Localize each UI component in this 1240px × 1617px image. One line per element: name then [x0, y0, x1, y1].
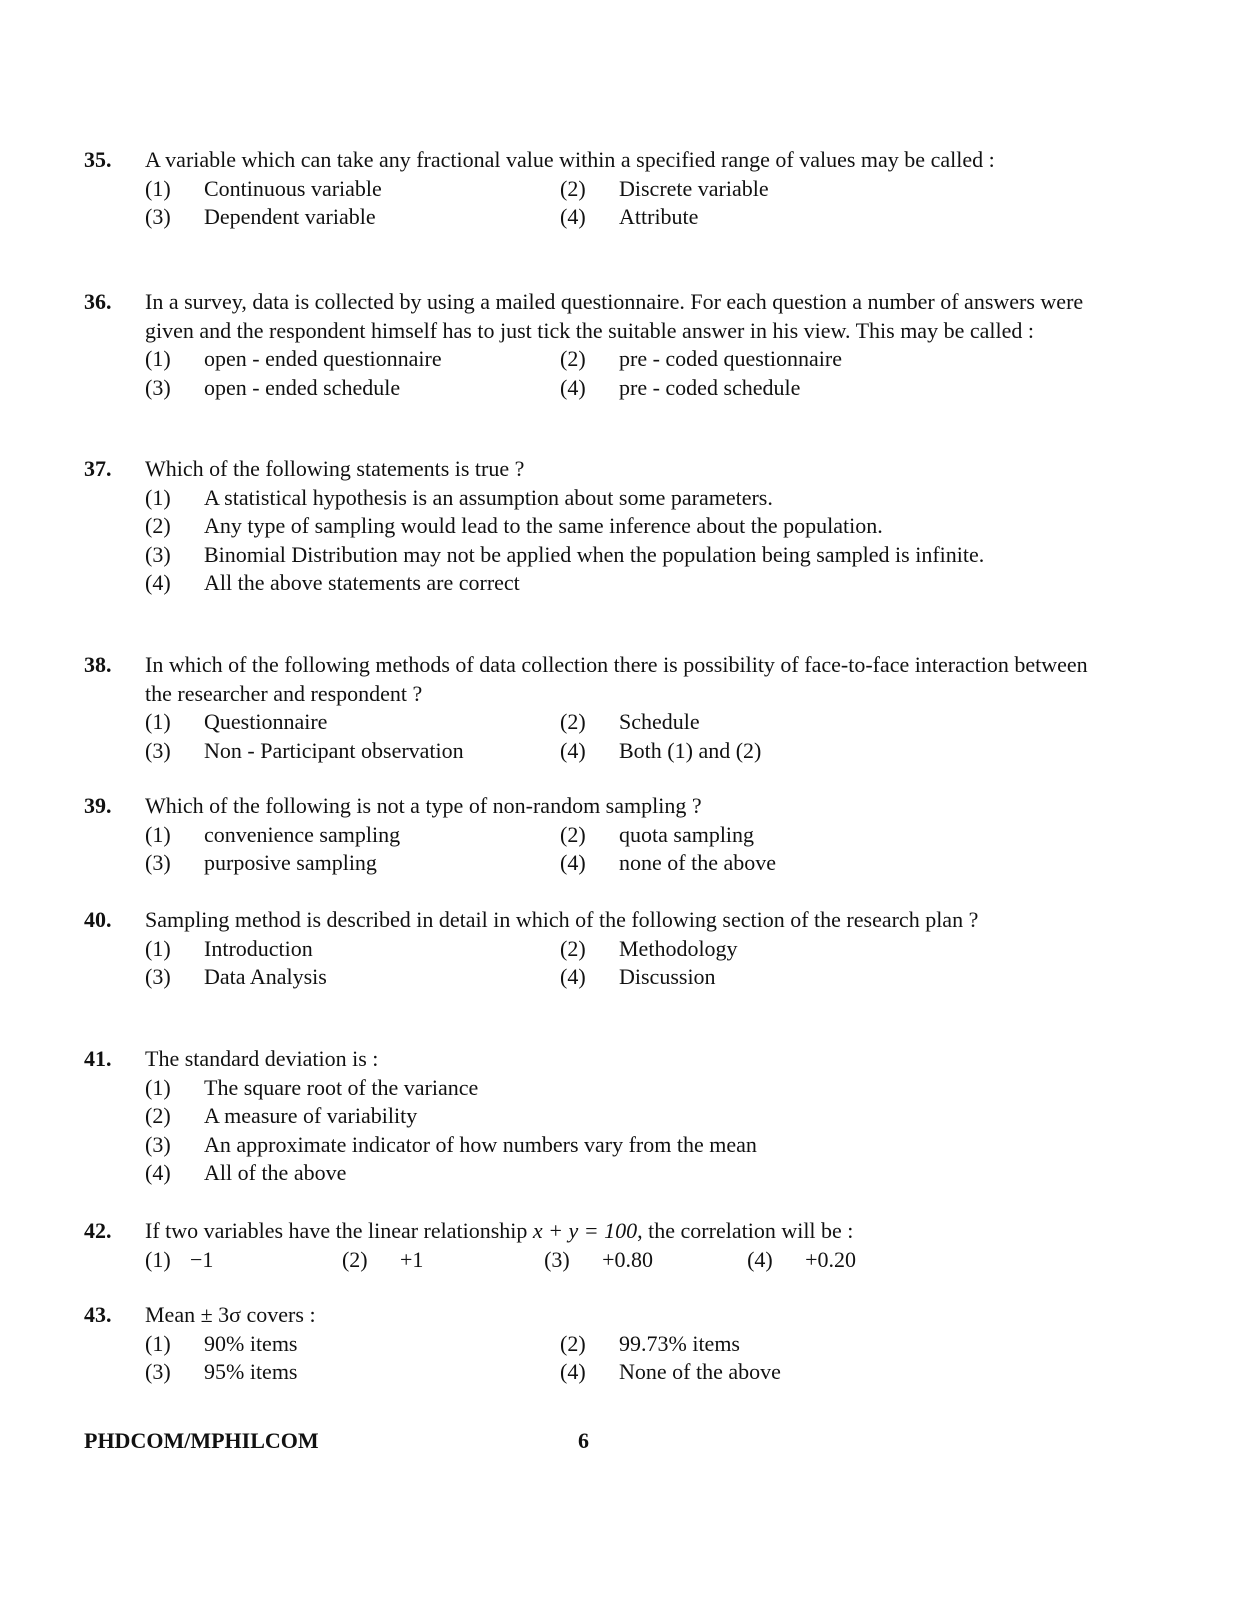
- option-4: (4) none of the above: [560, 850, 776, 875]
- option-1: (1) Questionnaire: [145, 709, 328, 734]
- paper-code: PHDCOM/MPHILCOM: [84, 1428, 319, 1453]
- question-35: [84, 146, 1104, 232]
- question-number: 36.: [84, 289, 112, 314]
- question-number: 42.: [84, 1218, 112, 1243]
- question-number: 37.: [84, 456, 112, 481]
- option-2: (2) quota sampling: [560, 821, 755, 847]
- option-2: (2) A measure of variability: [145, 1103, 418, 1128]
- options: [145, 175, 1104, 232]
- question-43: [84, 1301, 1104, 1387]
- option-3: (3) 95% items: [145, 1359, 298, 1384]
- option-3: (3) An approximate indicator of how numbers vary from the mean: [145, 1131, 757, 1157]
- option-3: (3) open - ended schedule: [145, 374, 401, 400]
- page-number: 6: [578, 1428, 589, 1453]
- options: [145, 484, 1104, 598]
- option-4: (4) All the above statements are correct: [145, 570, 520, 595]
- question-stem: In which of the following methods of data collection there is possibility of face-to-face interaction between the researcher and respondent ?: [145, 652, 1088, 706]
- option-1: (1) open - ended questionnaire: [145, 346, 442, 371]
- question-number: 39.: [84, 793, 112, 818]
- option-3: (3) purposive sampling: [145, 850, 377, 875]
- question-stem: Which of the following statements is true ?: [145, 456, 525, 481]
- option-2: (2) +1: [341, 1246, 424, 1272]
- question-39: [84, 792, 1104, 878]
- option-3: (3) Dependent variable: [145, 204, 376, 229]
- option-2: (2) Discrete variable: [560, 175, 769, 201]
- options: [145, 1074, 1104, 1188]
- question-stem: In a survey, data is collected by using a mailed questionnaire. For each question a number of answers were given and the respondent himself has to just tick the suitable answer in his view. This may be called :: [145, 289, 1084, 343]
- option-2: (2) Any type of sampling would lead to the same inference about the population.: [145, 513, 883, 538]
- options: [145, 708, 1104, 765]
- question-stem: A variable which can take any fractional value within a specified range of values may be called :: [145, 147, 995, 172]
- question-number: 41.: [84, 1046, 112, 1071]
- option-2: (2) pre - coded questionnaire: [560, 346, 842, 371]
- option-4: (4) Both (1) and (2): [560, 737, 762, 763]
- question-stem: Sampling method is described in detail in which of the following section of the research plan ?: [145, 907, 979, 932]
- question-stem: If two variables have the linear relationship x + y = 100, the correlation will be :: [145, 1218, 854, 1243]
- options: [145, 1246, 1104, 1275]
- option-1: (1) −1: [145, 1246, 214, 1272]
- question-40: [84, 906, 1104, 992]
- option-4: (4) Discussion: [560, 964, 716, 989]
- options: [145, 1330, 1104, 1387]
- option-3: (3) Binomial Distribution may not be applied when the population being sampled is infinite.: [145, 541, 985, 567]
- options: [145, 345, 1104, 402]
- option-4: (4) None of the above: [560, 1359, 781, 1384]
- option-1: (1) Introduction: [145, 935, 313, 961]
- question-41: [84, 1045, 1104, 1188]
- question-37: [84, 455, 1104, 598]
- option-1: (1) A statistical hypothesis is an assumption about some parameters.: [145, 484, 773, 510]
- option-2: (2) Schedule: [560, 709, 700, 734]
- option-2: (2) 99.73% items: [560, 1330, 740, 1356]
- question-number: 40.: [84, 907, 112, 932]
- option-1: (1) Continuous variable: [145, 175, 382, 201]
- question-stem: Mean ± 3σ covers :: [145, 1302, 316, 1327]
- option-4: (4) pre - coded schedule: [560, 374, 801, 400]
- question-stem: Which of the following is not a type of non-random sampling ?: [145, 793, 702, 818]
- question-38: [84, 651, 1104, 765]
- option-2: (2) Methodology: [560, 935, 738, 961]
- question-number: 35.: [84, 147, 112, 172]
- option-3: (3) Non - Participant observation: [145, 737, 464, 763]
- options: [145, 935, 1104, 992]
- option-4: (4) +0.20: [747, 1246, 856, 1272]
- option-1: (1) 90% items: [145, 1330, 298, 1356]
- question-number: 38.: [84, 652, 112, 677]
- option-1: (1) convenience sampling: [145, 821, 401, 847]
- option-4: (4) All of the above: [145, 1160, 347, 1185]
- question-36: [84, 288, 1104, 402]
- question-stem: The standard deviation is :: [145, 1046, 379, 1071]
- option-3: (3) Data Analysis: [145, 964, 327, 989]
- option-4: (4) Attribute: [560, 204, 699, 229]
- question-42: [84, 1217, 1104, 1274]
- option-3: (3) +0.80: [544, 1246, 653, 1272]
- option-1: (1) The square root of the variance: [145, 1074, 479, 1100]
- question-number: 43.: [84, 1302, 112, 1327]
- equation: x + y = 100: [532, 1218, 638, 1243]
- options: [145, 821, 1104, 878]
